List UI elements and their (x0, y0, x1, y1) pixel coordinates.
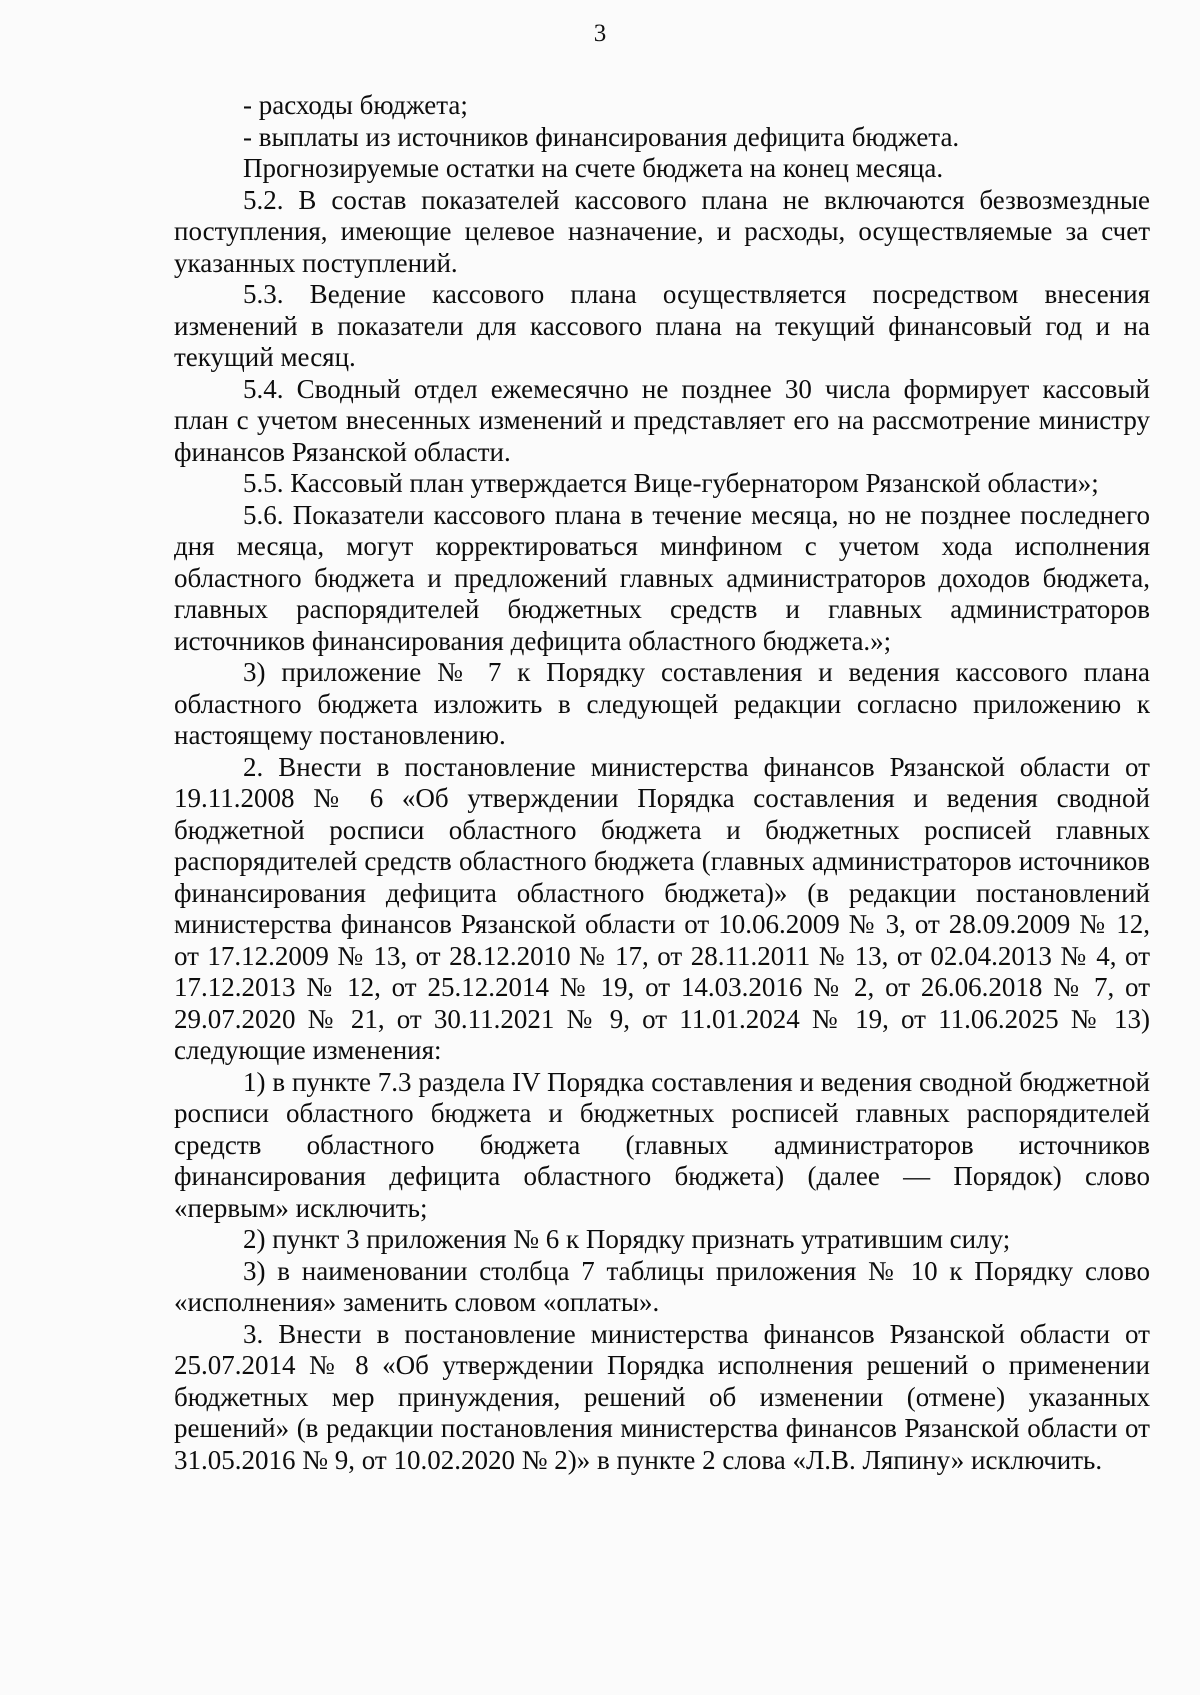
paragraph: Прогнозируемые остатки на счете бюджета на конец месяца. (243, 153, 944, 183)
paragraph: 2. Внести в постановление министерства финансов Рязанской области от 19.11.2008 № 6 «Об утверждении Порядка составления и ведения сводной бюджетной росписи областного бюджета и бюджетных росписей главных распорядителей средств областного бюджета (главных администраторов источников финансирования дефицита областного бюджета)» (в редакции постановлений министерства финансов Рязанской области от 10.06.2009 № 3, от 28.09.2009 № 12, от 17.12.2009 № 13, от 28.12.2010 № 17, от 28.11.2011 № 13, от 02.04.2013 № 4, от 17.12.2013 № 12, от 25.12.2014 № 19, от 14.03.2016 № 2, от 26.06.2018 № 7, от 29.07.2020 № 21, от 30.11.2021 № 9, от 11.01.2024 № 19, от 11.06.2025 № 13) следующие изменения: (174, 751, 1150, 1065)
paragraph: 5.5. Кассовый план утверждается Вице-губернатором Рязанской области»; (243, 468, 1099, 498)
paragraph: - расходы бюджета; (243, 90, 468, 120)
paragraph: 3) приложение № 7 к Порядку составления и ведения кассового плана областного бюджета изложить в следующей редакции согласно приложению к настоящему постановлению. (174, 657, 1150, 750)
paragraph: - выплаты из источников финансирования дефицита бюджета. (243, 121, 960, 152)
paragraph: 5.4. Сводный отдел ежемесячно не позднее 30 числа формирует кассовый план с учетом внесенных изменений и представляет его на рассмотрение министру финансов Рязанской области. (174, 373, 1150, 467)
paragraph: 5.2. В состав показателей кассового плана не включаются безвозмездные поступления, имеющие целевое назначение, и расходы, осуществляемые за счет указанных поступлений. (174, 184, 1150, 278)
document-body (174, 90, 1150, 1476)
paragraph: 5.3. Ведение кассового плана осуществляется посредством внесения изменений в показатели для кассового плана на текущий финансовый год и на текущий месяц. (174, 279, 1150, 372)
paragraph: 2) пункт 3 приложения № 6 к Порядку признать утратившим силу; (243, 1224, 1011, 1254)
paragraph: 5.6. Показатели кассового плана в течение месяца, но не позднее последнего дня месяца, могут корректироваться минфином с учетом хода исполнения областного бюджета и предложений главных администраторов доходов бюджета, главных распорядителей бюджетных средств и главных администраторов источников финансирования дефицита областного бюджета.»; (174, 499, 1150, 656)
paragraph: 3. Внести в постановление министерства финансов Рязанской области от 25.07.2014 № 8 «Об утверждении Порядка исполнения решений о применении бюджетных мер принуждения, решений об изменении (отмене) указанных решений» (в редакции постановления министерства финансов Рязанской области от 31.05.2016 № 9, от 10.02.2020 № 2)» в пункте 2 слова «Л.В. Ляпину» исключить. (174, 1318, 1150, 1475)
paragraph: 3) в наименовании столбца 7 таблицы приложения № 10 к Порядку слово «исполнения» заменить словом «оплаты». (174, 1255, 1150, 1317)
paragraph: 1) в пункте 7.3 раздела IV Порядка составления и ведения сводной бюджетной росписи областного бюджета и бюджетных росписей главных распорядителей средств областного бюджета (главных администраторов источников финансирования дефицита областного бюджета) (далее — Порядок) слово «первым» исключить; (174, 1066, 1150, 1223)
page-number: 3 (593, 20, 607, 47)
